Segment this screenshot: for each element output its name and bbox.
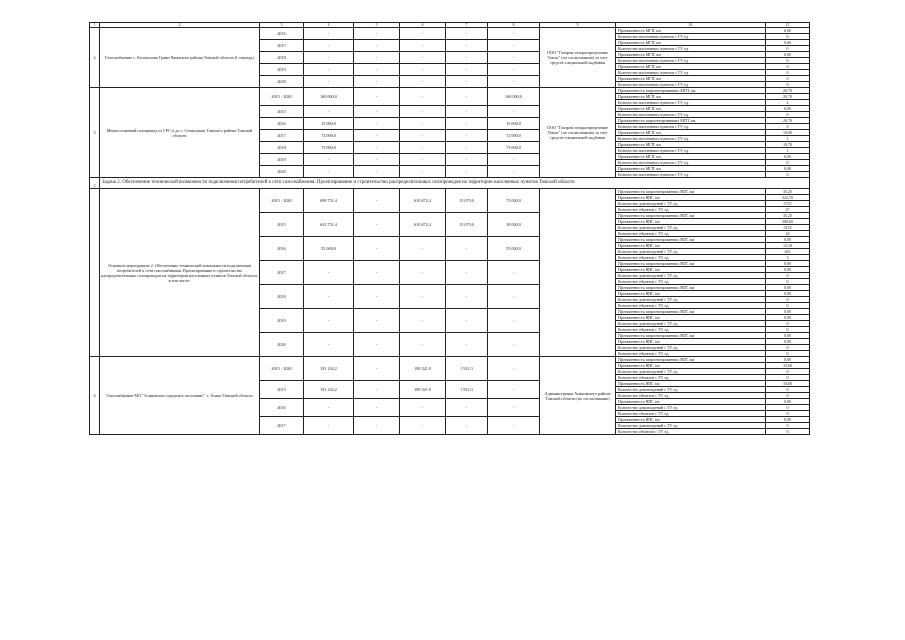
row-number: 3 [90,88,100,178]
indicator-name: Количество населенных пунктов с ТУ, ед. [616,136,766,142]
amount-cell: 18 000,0 [488,213,540,237]
header-cell: 11 [766,23,810,28]
indicator-name: Протяженность МГП, км [616,154,766,160]
amount-cell: - [354,154,400,166]
indicator-name: Протяженность МГП, км [616,40,766,46]
header-cell: 9 [540,23,616,28]
amount-cell: - [304,28,354,40]
year-cell: 2015 [260,213,304,237]
task-number: 2 [90,178,100,189]
amount-cell: 191 234,2 [304,357,354,381]
amount-cell: - [354,237,400,261]
indicator-name: Протяженность запроектированных ВПГ, км [616,309,766,315]
indicator-value: 0,00 [766,399,810,405]
amount-cell: 698 751,4 [304,189,354,213]
indicator-value: 0 [766,82,810,88]
amount-cell: - [488,64,540,76]
indicator-name: Протяженность ВПГ, км [616,219,766,225]
amount-cell: - [446,166,488,178]
document-page [89,22,809,554]
amount-cell: - [488,52,540,64]
indicator-name: Количество домовладений с ТУ, ед. [616,321,766,327]
amount-cell: - [446,106,488,118]
indicator-name: Количество населенных пунктов с ТУ, ед. [616,70,766,76]
indicator-name: Количество объектов с ТУ, ед. [616,429,766,435]
indicator-name: Количество домовладений с ТУ, ед. [616,225,766,231]
year-cell: 2016 [260,118,304,130]
indicator-name: Протяженность ВПГ, км [616,243,766,249]
indicator-value: 0 [766,160,810,166]
amount-cell: - [446,154,488,166]
indicator-value: 0,00 [766,154,810,160]
amount-cell: - [446,333,488,357]
indicator-value: 0 [766,172,810,178]
header-cell: 4 [304,23,354,28]
row-name: Основное мероприятие 2. Обеспечение технической возможности подключения потребителей к сети газоснабжения. Проектирование и строительство распределительных газопроводов на территории населенных пунктов Томской области, в том числе: [100,189,260,357]
amount-cell: - [488,309,540,333]
amount-cell: - [354,333,400,357]
executor-cell: ООО "Газпром газораспределение Томск" (по согласованию) за счет средств специальной надбавки [540,28,616,88]
indicator-name: Количество населенных пунктов с ТУ, ед. [616,100,766,106]
indicator-name: Количество объектов с ТУ, ед. [616,255,766,261]
row-number: 4 [90,357,100,435]
indicator-name: Протяженность запроектированных МГП, км [616,118,766,124]
indicator-name: Количество объектов с ТУ, ед. [616,279,766,285]
indicator-name: Протяженность ВПГ, км [616,381,766,387]
amount-cell: - [354,52,400,64]
amount-cell: - [446,88,488,106]
indicator-value: 20,70 [766,88,810,94]
indicator-value: 0 [766,327,810,333]
amount-cell: - [488,357,540,381]
amount-cell: 1 912,3 [446,381,488,399]
amount-cell: 643 751,4 [304,213,354,237]
year-cell: 2019 [260,154,304,166]
indicator-name: Протяженность МГП, км [616,52,766,58]
year-cell: 2015 - 2020 [260,189,304,213]
indicator-name: Протяженность ВПГ, км [616,291,766,297]
indicator-value: 0 [766,279,810,285]
indicator-value: 1 [766,136,810,142]
amount-cell: 160 000,0 [304,88,354,106]
indicator-name: Количество объектов с ТУ, ед. [616,393,766,399]
amount-cell: - [304,64,354,76]
indicator-name: Количество населенных пунктов с ТУ, ед. [616,148,766,154]
amount-cell: - [354,213,400,237]
indicator-value: 0 [766,375,810,381]
amount-cell: - [400,142,446,154]
year-cell: 2016 [260,28,304,40]
amount-cell: 191 234,2 [304,381,354,399]
indicator-name: Протяженность МГП, км [616,166,766,172]
year-cell: 2018 [260,52,304,64]
amount-cell: 73 000,0 [304,142,354,154]
amount-cell: - [446,52,488,64]
amount-cell: 72 000,0 [304,130,354,142]
indicator-name: Протяженность запроектированных ВПГ, км [616,333,766,339]
indicator-name: Количество населенных пунктов с ТУ, ед. [616,34,766,40]
amount-cell: - [488,417,540,435]
amount-cell: - [446,64,488,76]
amount-cell: - [400,237,446,261]
amount-cell: - [400,261,446,285]
year-cell: 2019 [260,64,304,76]
indicator-value: 0 [766,411,810,417]
header-cell: 3 [260,23,304,28]
indicator-name: Протяженность ВПГ, км [616,267,766,273]
amount-cell: - [488,76,540,88]
indicator-name: Протяженность МГП, км [616,94,766,100]
amount-cell: - [446,399,488,417]
header-cell: 1 [90,23,100,28]
indicator-value: 0 [766,70,810,76]
indicator-value: 0,00 [766,417,810,423]
amount-cell: - [446,142,488,154]
amount-cell: - [446,76,488,88]
indicator-value: 0,00 [766,339,810,345]
indicator-value: 33,60 [766,381,810,387]
amount-cell: - [446,118,488,130]
indicator-name: Протяженность ВПГ, км [616,339,766,345]
amount-cell: - [400,130,446,142]
header-cell: 10 [616,23,766,28]
amount-cell: - [488,261,540,285]
indicator-value: 0 [766,297,810,303]
indicator-value: 35,25 [766,189,810,195]
amount-cell: - [304,417,354,435]
amount-cell: 15 079,0 [446,213,488,237]
amount-cell: - [400,166,446,178]
amount-cell: - [354,118,400,130]
amount-cell: 73 000,0 [488,189,540,213]
year-cell: 2020 [260,333,304,357]
task-row [90,178,810,189]
row-number: 2 [90,28,100,88]
amount-cell: - [400,106,446,118]
amount-cell: - [354,285,400,309]
indicator-name: Протяженность ВПГ, км [616,363,766,369]
amount-cell: - [354,399,400,417]
indicator-value: 0 [766,76,810,82]
amount-cell: - [446,28,488,40]
indicator-value: 0 [766,273,810,279]
year-cell: 2017 [260,261,304,285]
amount-cell: - [304,399,354,417]
indicator-value: 2 [766,100,810,106]
amount-cell: - [354,142,400,154]
amount-cell: - [354,357,400,381]
amount-cell: - [488,154,540,166]
amount-cell: - [488,399,540,417]
amount-cell: - [488,40,540,52]
indicator-value: 1 [766,148,810,154]
amount-cell: 189 321,9 [400,381,446,399]
amount-cell: - [304,261,354,285]
amount-cell: - [400,40,446,52]
year-cell: 2015 - 2020 [260,88,304,106]
indicator-value: 0,00 [766,106,810,112]
indicator-name: Количество объектов с ТУ, ед. [616,231,766,237]
amount-cell: - [354,261,400,285]
indicator-name: Протяженность запроектированных ВПГ, км [616,237,766,243]
indicator-name: Количество населенных пунктов с ТУ, ед. [616,82,766,88]
program-table [89,22,810,435]
indicator-value: 20,70 [766,94,810,100]
indicator-value: 0 [766,429,810,435]
indicator-name: Количество населенных пунктов с ТУ, ед. [616,58,766,64]
indicator-value: 6,00 [766,28,810,34]
amount-cell: - [354,130,400,142]
indicator-name: Протяженность запроектированных МГП, км [616,88,766,94]
amount-cell: - [488,285,540,309]
year-cell: 2017 [260,130,304,142]
indicator-value: 0 [766,387,810,393]
amount-cell: - [488,333,540,357]
amount-cell: - [400,64,446,76]
year-cell: 2018 [260,142,304,154]
amount-cell: - [400,76,446,88]
amount-cell: - [446,237,488,261]
executor-cell: Администрация Асиновского района Томской области (по согласованию) [540,357,616,435]
indicator-value: 0,00 [766,52,810,58]
executor-cell [540,189,616,357]
indicator-name: Протяженность ВПГ, км [616,315,766,321]
year-cell: 2016 [260,237,304,261]
amount-cell: - [354,88,400,106]
indicator-name: Протяженность ВПГ, км [616,399,766,405]
indicator-name: Количество населенных пунктов с ТУ, ед. [616,124,766,130]
indicator-name: Количество объектов с ТУ, ед. [616,351,766,357]
indicator-value: 20,70 [766,118,810,124]
amount-cell: - [304,154,354,166]
indicator-value: 208,60 [766,219,810,225]
indicator-value: 0,00 [766,40,810,46]
amount-cell: - [446,285,488,309]
indicator-name: Протяженность ВПГ, км [616,195,766,201]
amount-cell: - [304,166,354,178]
amount-cell: - [400,285,446,309]
year-cell: 2019 [260,309,304,333]
indicator-name: Протяженность МГП, км [616,106,766,112]
indicator-value: 0 [766,351,810,357]
indicator-value: 35,25 [766,213,810,219]
year-cell: 2015 [260,106,304,118]
amount-cell: - [446,40,488,52]
indicator-name: Протяженность запроектированных ВПГ, км [616,213,766,219]
indicator-name: Количество населенных пунктов с ТУ, ед. [616,160,766,166]
row-name: Газоснабжение МО "Асиновское городское поселение", г. Асино Томской области [100,357,260,435]
amount-cell: - [304,333,354,357]
indicator-value: 0 [766,393,810,399]
amount-cell: 160 000,0 [488,88,540,106]
indicator-value: 0,00 [766,267,810,273]
indicator-name: Количество домовладений с ТУ, ед. [616,387,766,393]
indicator-value: 0,00 [766,315,810,321]
indicator-name: Протяженность МГП, км [616,28,766,34]
indicator-name: Количество домовладений с ТУ, ед. [616,405,766,411]
indicator-value: 14,10 [766,243,810,249]
amount-cell: - [446,261,488,285]
indicator-name: Протяженность МГП, км [616,64,766,70]
amount-cell: - [304,285,354,309]
executor-cell: ООО "Газпром газораспределение Томск" (по согласованию) за счет средств специальной надбавки [540,88,616,178]
indicator-value: 0,00 [766,285,810,291]
amount-cell: - [488,166,540,178]
amount-cell: 1 912,3 [446,357,488,381]
indicator-name: Протяженность МГП, км [616,130,766,136]
indicator-name: Количество домовладений с ТУ, ед. [616,249,766,255]
year-cell: 2017 [260,417,304,435]
indicator-name: Протяженность МГП, км [616,142,766,148]
indicator-name: Протяженность МГП, км [616,76,766,82]
indicator-name: Количество объектов с ТУ, ед. [616,303,766,309]
amount-cell: - [400,52,446,64]
indicator-value: 10,70 [766,142,810,148]
indicator-value: 0 [766,369,810,375]
header-cell: 6 [400,23,446,28]
amount-cell: 610 672,4 [400,213,446,237]
indicator-value: 0 [766,321,810,327]
row-name: Межпоселковый газопровод от ГРС-2 до с. Семилужки Томского района Томской области [100,88,260,178]
header-cell: 5 [354,23,400,28]
amount-cell: 15 000,0 [304,118,354,130]
indicator-name: Количество домовладений с ТУ, ед. [616,345,766,351]
indicator-value: 0 [766,303,810,309]
amount-cell: - [354,166,400,178]
amount-cell: - [354,106,400,118]
indicator-value: 0,00 [766,357,810,363]
indicator-name: Протяженность ВПГ, км [616,417,766,423]
indicator-name: Количество населенных пунктов с ТУ, ед. [616,172,766,178]
row-name: Газоснабжение с. Колоколово Грани Чаинского района Томской области (I очередь) [100,28,260,88]
amount-cell: 55 000,0 [488,237,540,261]
indicator-name: Количество домовладений с ТУ, ед. [616,201,766,207]
indicator-value: 0 [766,423,810,429]
year-cell: 2016 [260,399,304,417]
indicator-value: 0,00 [766,333,810,339]
amount-cell: 15 079,0 [446,189,488,213]
amount-cell: - [304,76,354,88]
indicator-name: Количество населенных пунктов с ТУ, ед. [616,112,766,118]
amount-cell: - [400,88,446,106]
amount-cell: - [354,309,400,333]
indicator-value: 0 [766,345,810,351]
header-cell: 2 [100,23,260,28]
amount-cell: - [354,381,400,399]
amount-cell: - [446,130,488,142]
indicator-value: 0,00 [766,166,810,172]
amount-cell: - [446,309,488,333]
amount-cell: - [304,40,354,52]
amount-cell: - [400,417,446,435]
amount-cell: 610 672,4 [400,189,446,213]
indicator-value: 0 [766,112,810,118]
indicator-value: 0,00 [766,261,810,267]
indicator-name: Количество объектов с ТУ, ед. [616,327,766,333]
indicator-value: 33,60 [766,363,810,369]
amount-cell: - [400,399,446,417]
indicator-value: 5735 [766,201,810,207]
indicator-value: 0 [766,46,810,52]
amount-cell: - [354,40,400,52]
indicator-name: Количество объектов с ТУ, ед. [616,207,766,213]
year-cell: 2020 [260,166,304,178]
year-cell: 2018 [260,285,304,309]
task-text: Задача 2. Обеспечение технической возможности подключения потребителей к сети газоснабжения. Проектирование и строительство распределительных газопроводов на территории населенных пунктов Томской области [100,178,810,189]
amount-cell: 73 000,0 [488,142,540,154]
indicator-value: 222,70 [766,195,810,201]
header-cell: 8 [488,23,540,28]
amount-cell: - [400,118,446,130]
amount-cell: - [488,28,540,40]
amount-cell: - [488,381,540,399]
amount-cell: - [488,106,540,118]
amount-cell: 15 000,0 [488,118,540,130]
indicator-value: 3 [766,255,810,261]
indicator-name: Количество домовладений с ТУ, ед. [616,369,766,375]
indicator-name: Количество объектов с ТУ, ед. [616,411,766,417]
indicator-value: 0 [766,405,810,411]
year-cell: 2015 - 2020 [260,357,304,381]
indicator-value: 0,00 [766,309,810,315]
indicator-name: Протяженность запроектированных ВПГ, км [616,261,766,267]
indicator-value: 0 [766,58,810,64]
indicator-value: 261 [766,249,810,255]
amount-cell: - [354,189,400,213]
amount-cell: - [354,417,400,435]
year-cell: 2015 [260,381,304,399]
header-cell: 7 [446,23,488,28]
indicator-value: 27 [766,207,810,213]
year-cell: 2017 [260,40,304,52]
indicator-value: 0 [766,124,810,130]
indicator-value: 10,00 [766,130,810,136]
indicator-value: 0,00 [766,237,810,243]
amount-cell: - [354,64,400,76]
amount-cell: 189 321,9 [400,357,446,381]
indicator-name: Количество населенных пунктов с ТУ, ед. [616,46,766,52]
indicator-value: 0 [766,64,810,70]
amount-cell: - [354,76,400,88]
amount-cell: - [400,333,446,357]
amount-cell: 72 000,0 [488,130,540,142]
indicator-value: 0,00 [766,291,810,297]
indicator-name: Протяженность запроектированных ВПГ, км [616,285,766,291]
amount-cell: - [400,154,446,166]
indicator-name: Количество домовладений с ТУ, ед. [616,423,766,429]
amount-cell: - [400,309,446,333]
indicator-value: 24 [766,231,810,237]
amount-cell: - [304,309,354,333]
indicator-name: Количество объектов с ТУ, ед. [616,375,766,381]
amount-cell: 55 000,0 [304,237,354,261]
indicator-name: Количество домовладений с ТУ, ед. [616,273,766,279]
amount-cell: - [354,28,400,40]
indicator-name: Количество домовладений с ТУ, ед. [616,297,766,303]
indicator-name: Протяженность запроектированных ВПГ, км [616,189,766,195]
amount-cell: - [304,106,354,118]
indicator-name: Протяженность запроектированных ВПГ, км [616,357,766,363]
indicator-value: 5474 [766,225,810,231]
indicator-value: 0 [766,34,810,40]
row-number [90,189,100,357]
amount-cell: - [446,417,488,435]
amount-cell: - [400,28,446,40]
year-cell: 2020 [260,76,304,88]
amount-cell: - [304,52,354,64]
